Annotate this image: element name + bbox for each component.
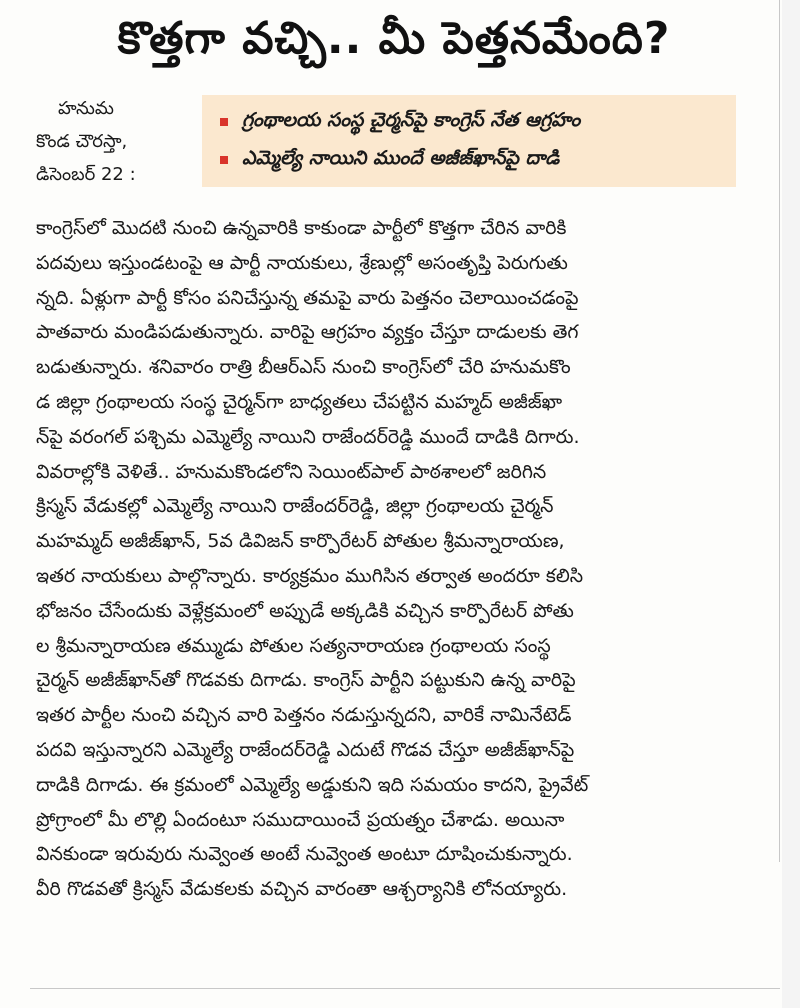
- article-line: మహమ్మద్ అజీజ్‌ఖాన్, 5వ డివిజన్ కార్పొరేటర్ పోతుల శ్రీమన్నారాయణ,: [36, 530, 565, 553]
- bullet-icon: [220, 156, 228, 164]
- highlight-item: [220, 103, 722, 141]
- headline: కొత్తగా వచ్చి.. మీ పెత్తనమేంది?: [117, 13, 671, 64]
- article-line: వినకుండా ఇరువురు నువ్వెంత అంటే నువ్వెంత అంటూ దూషించుకున్నారు.: [36, 843, 573, 866]
- dateline-line: డిసెంబర్ 22 :: [36, 164, 136, 185]
- column-divider: [779, 0, 780, 862]
- article-line: బడుతున్నారు. శనివారం రాత్రి బీఆర్‌ఎస్ నుంచి కాంగ్రెస్‌లో చేరి హనుమకొం: [36, 356, 571, 379]
- article-body: [36, 211, 748, 907]
- bullet-icon: [220, 118, 228, 126]
- article-line: ల శ్రీమన్నారాయణ తమ్ముడు పోతుల సత్యనారాయణ గ్రంథాలయ సంస్థ: [36, 634, 551, 657]
- article-line: చైర్మన్ అజీజ్‌ఖాన్‌తో గొడవకు దిగాడు. కాంగ్రెస్ పార్టీని పట్టుకుని ఉన్న వారిపై: [36, 669, 576, 692]
- highlights-box: [202, 95, 736, 187]
- adjacent-column-edge: [782, 0, 800, 1008]
- article-line: వీరి గొడవతో క్రిస్మస్ వేడుకలకు వచ్చిన వారంతా ఆశ్చర్యానికి లోనయ్యారు.: [36, 878, 568, 901]
- article-line: ఇతర నాయకులు పాల్గొన్నారు. కార్యక్రమం ముగిసిన తర్వాత అందరూ కలిసి: [36, 564, 584, 587]
- article-line: పాతవారు మండిపడుతున్నారు. వారిపై ఆగ్రహం వ్యక్తం చేస్తూ దాడులకు తెగ: [36, 321, 579, 344]
- article-line: పదవి ఇస్తున్నారని ఎమ్మెల్యే రాజేందర్‌రెడ్డి ఎదుటే గొడవ చేస్తూ అజీజ్‌ఖాన్‌పై: [36, 738, 575, 761]
- article-line: క్రిస్మస్ వేడుకల్లో ఎమ్మెల్యే నాయిని రాజేందర్‌రెడ్డి, జిల్లా గ్రంథాలయ చైర్మన్: [36, 495, 554, 518]
- dateline-line: హనుమ: [58, 98, 114, 119]
- highlight-item: [220, 141, 722, 179]
- article-line: ప్రోగ్రాంలో మీ లొల్లి ఏందంటూ సముదాయించే ప్రయత్నం చేశాడు. అయినా: [36, 808, 565, 831]
- highlight-text: ఎమ్మెల్యే నాయిని ముందే అజీజ్‌ఖాన్‌పై దాడి: [242, 146, 560, 169]
- article-line: వివరాల్లోకి వెళితే.. హనుమకొండలోని సెయింట్‌పాల్ పాఠశాలలో జరిగిన: [36, 460, 547, 483]
- bottom-divider: [30, 988, 780, 989]
- highlight-text: గ్రంథాలయ సంస్థ చైర్మన్‌పై కాంగ్రెస్ నేత ఆగ్రహం: [242, 108, 581, 131]
- article-line: న్‌పై వరంగల్ పశ్చిమ ఎమ్మెల్యే నాయిని రాజేందర్‌రెడ్డి ముందే దాడికి దిగారు.: [36, 425, 580, 448]
- article-line: భోజనం చేసేందుకు వెళ్లేక్రమంలో అప్పుడే అక్కడికి వచ్చిన కార్పొరేటర్ పోతు: [36, 599, 574, 622]
- article-line: కాంగ్రెస్‌లో మొదటి నుంచి ఉన్నవారికి కాకుండా పార్టీలో కొత్తగా చేరిన వారికి: [36, 217, 567, 239]
- article-line: డ జిల్లా గ్రంథాలయ సంస్థ చైర్మన్‌గా బాధ్యతలు చేపట్టిన మహ్మద్ అజీజ్‌ఖా: [36, 390, 563, 413]
- article-line: దాడికి దిగాడు. ఈ క్రమంలో ఎమ్మెల్యే అడ్డుకుని ఇది సమయం కాదని, ప్రైవేట్: [36, 773, 589, 796]
- article-line: న్నది. ఏళ్లుగా పార్టీ కోసం పనిచేస్తున్న తమపై వారు పెత్తనం చెలాయించడంపై: [36, 286, 579, 309]
- article-line: ఇతర పార్టీల నుంచి వచ్చిన వారి పెత్తనం నడుస్తున్నదని, వారికే నామినేటెడ్: [36, 704, 572, 727]
- dateline-line: కొండ చౌరస్తా,: [36, 131, 128, 152]
- article-line: పదవులు ఇస్తుండటంపై ఆ పార్టీ నాయకులు, శ్రేణుల్లో అసంతృప్తి పెరుగుతు: [36, 251, 568, 274]
- dateline: [36, 92, 196, 191]
